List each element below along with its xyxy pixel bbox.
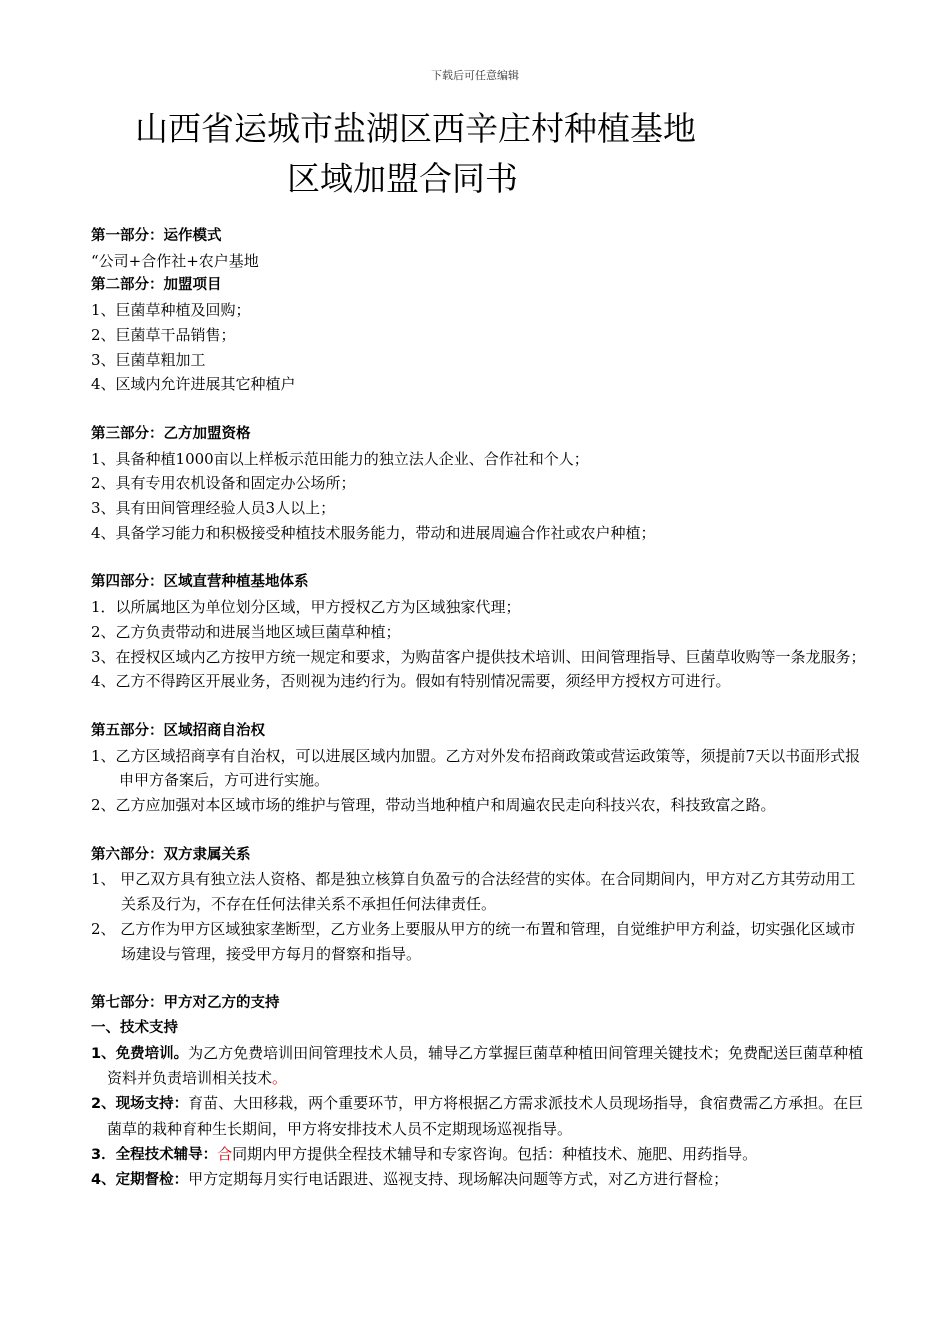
- list-item: 2、巨菌草干品销售；: [91, 325, 236, 344]
- paragraph: “公司+合作社+农户基地: [91, 251, 259, 270]
- list-item: 4、区域内允许进展其它种植户: [91, 375, 296, 394]
- list-item: 3、巨菌草粗加工: [91, 350, 206, 369]
- item-tail: 。: [272, 1069, 288, 1088]
- list-item: [91, 1167, 866, 1193]
- list-item: [91, 1041, 866, 1091]
- item-label: 2、现场支持：: [91, 1096, 189, 1113]
- list-item: 2、 乙方作为甲方区域独家垄断型，乙方业务上要服从甲方的统一布置和管理，自觉维护甲方利益，切实强化区域市场建设与管理，接受甲方每月的督察和指导。: [91, 919, 856, 963]
- item-label: 4、定期督检：: [91, 1172, 189, 1189]
- section-heading: 第一部分：运作模式: [91, 228, 222, 244]
- section-heading: 第四部分：区域直营种植基地体系: [91, 574, 309, 591]
- header-note: 下载后可任意编辑: [431, 69, 519, 82]
- list-item: 3、具有田间管理经验人员3人以上；: [91, 499, 336, 518]
- item-text: 育苗、大田移栽，两个重要环节，甲方将根据乙方需求派技术人员现场指导，食宿费需乙方承担。在巨菌草的栽种育种生长期间，甲方将安排技术人员不定期现场巡视指导。: [107, 1094, 864, 1138]
- item-label: 1、免费培训。: [91, 1045, 189, 1062]
- section-heading: 第三部分：乙方加盟资格: [91, 425, 251, 442]
- item-label: 3．全程技术辅导：: [91, 1146, 218, 1163]
- section-heading: 第六部分：双方隶属关系: [91, 846, 251, 863]
- item-text: 甲方定期每月实行电话跟进、巡视支持、现场解决问题等方式，对乙方进行督检；: [188, 1170, 729, 1189]
- list-item: 1、具备种植1000亩以上样板示范田能力的独立法人企业、合作社和个人；: [91, 449, 589, 468]
- section-heading: 第七部分：甲方对乙方的支持: [91, 995, 280, 1012]
- list-item: 2、乙方负责带动和进展当地区域巨菌草种植；: [91, 622, 401, 641]
- list-item: 2、具有专用农机设备和固定办公场所；: [91, 474, 356, 493]
- document-title-line2: 区域加盟合同书: [287, 159, 518, 198]
- list-item: 1、乙方区域招商享有自治权，可以进展区域内加盟。乙方对外发布招商政策或营运政策等，须提前7天以书面形式报申甲方备案后，方可进行实施。: [91, 746, 861, 790]
- section-heading: 第五部分：区域招商自治权: [91, 722, 265, 739]
- subsection-heading: 一、技术支持: [91, 1019, 178, 1036]
- list-item: [91, 1091, 866, 1141]
- list-item: 1、 甲乙双方具有独立法人资格、都是独立核算自负盈亏的合法经营的实体。在合同期间内，甲方对乙方其劳动用工关系及行为，不存在任何法律关系不承担任何法律责任。: [91, 870, 856, 914]
- section-heading: 第二部分：加盟项目: [91, 277, 222, 294]
- list-item: 1．以所属地区为单位划分区域，甲方授权乙方为区域独家代理；: [91, 598, 521, 617]
- list-item: 1、巨菌草种植及回购；: [91, 301, 251, 320]
- list-item: 2、乙方应加强对本区域市场的维护与管理，带动当地种植户和周遍农民走向科技兴农，科技致富之路。: [91, 796, 776, 815]
- item-text: 为乙方免费培训田间管理技术人员，辅导乙方掌握巨菌草种植田间管理关键技术；免费配送巨菌草种植资料并负责培训相关技术: [107, 1043, 864, 1088]
- list-item: 4、具备学习能力和积极接受种植技术服务能力，带动和进展周遍合作社或农户种植；: [91, 523, 656, 542]
- list-item: [91, 1142, 866, 1168]
- item-text: 同期内甲方提供全程技术辅导和专家咨询。包括：种植技术、施肥、用药指导。: [232, 1144, 758, 1163]
- document-title-line1: 山西省运城市盐湖区西辛庄村种植基地: [135, 109, 696, 148]
- list-item: 3、在授权区域内乙方按甲方统一规定和要求，为购苗客户提供技术培训、田间管理指导、巨菌草收购等一条龙服务；: [91, 647, 866, 666]
- list-item: 4、乙方不得跨区开展业务，否则视为违约行为。假如有特别情况需要，须经甲方授权方可进行。: [91, 672, 731, 691]
- document-body: [91, 224, 866, 1193]
- item-red-char: 合: [217, 1144, 233, 1163]
